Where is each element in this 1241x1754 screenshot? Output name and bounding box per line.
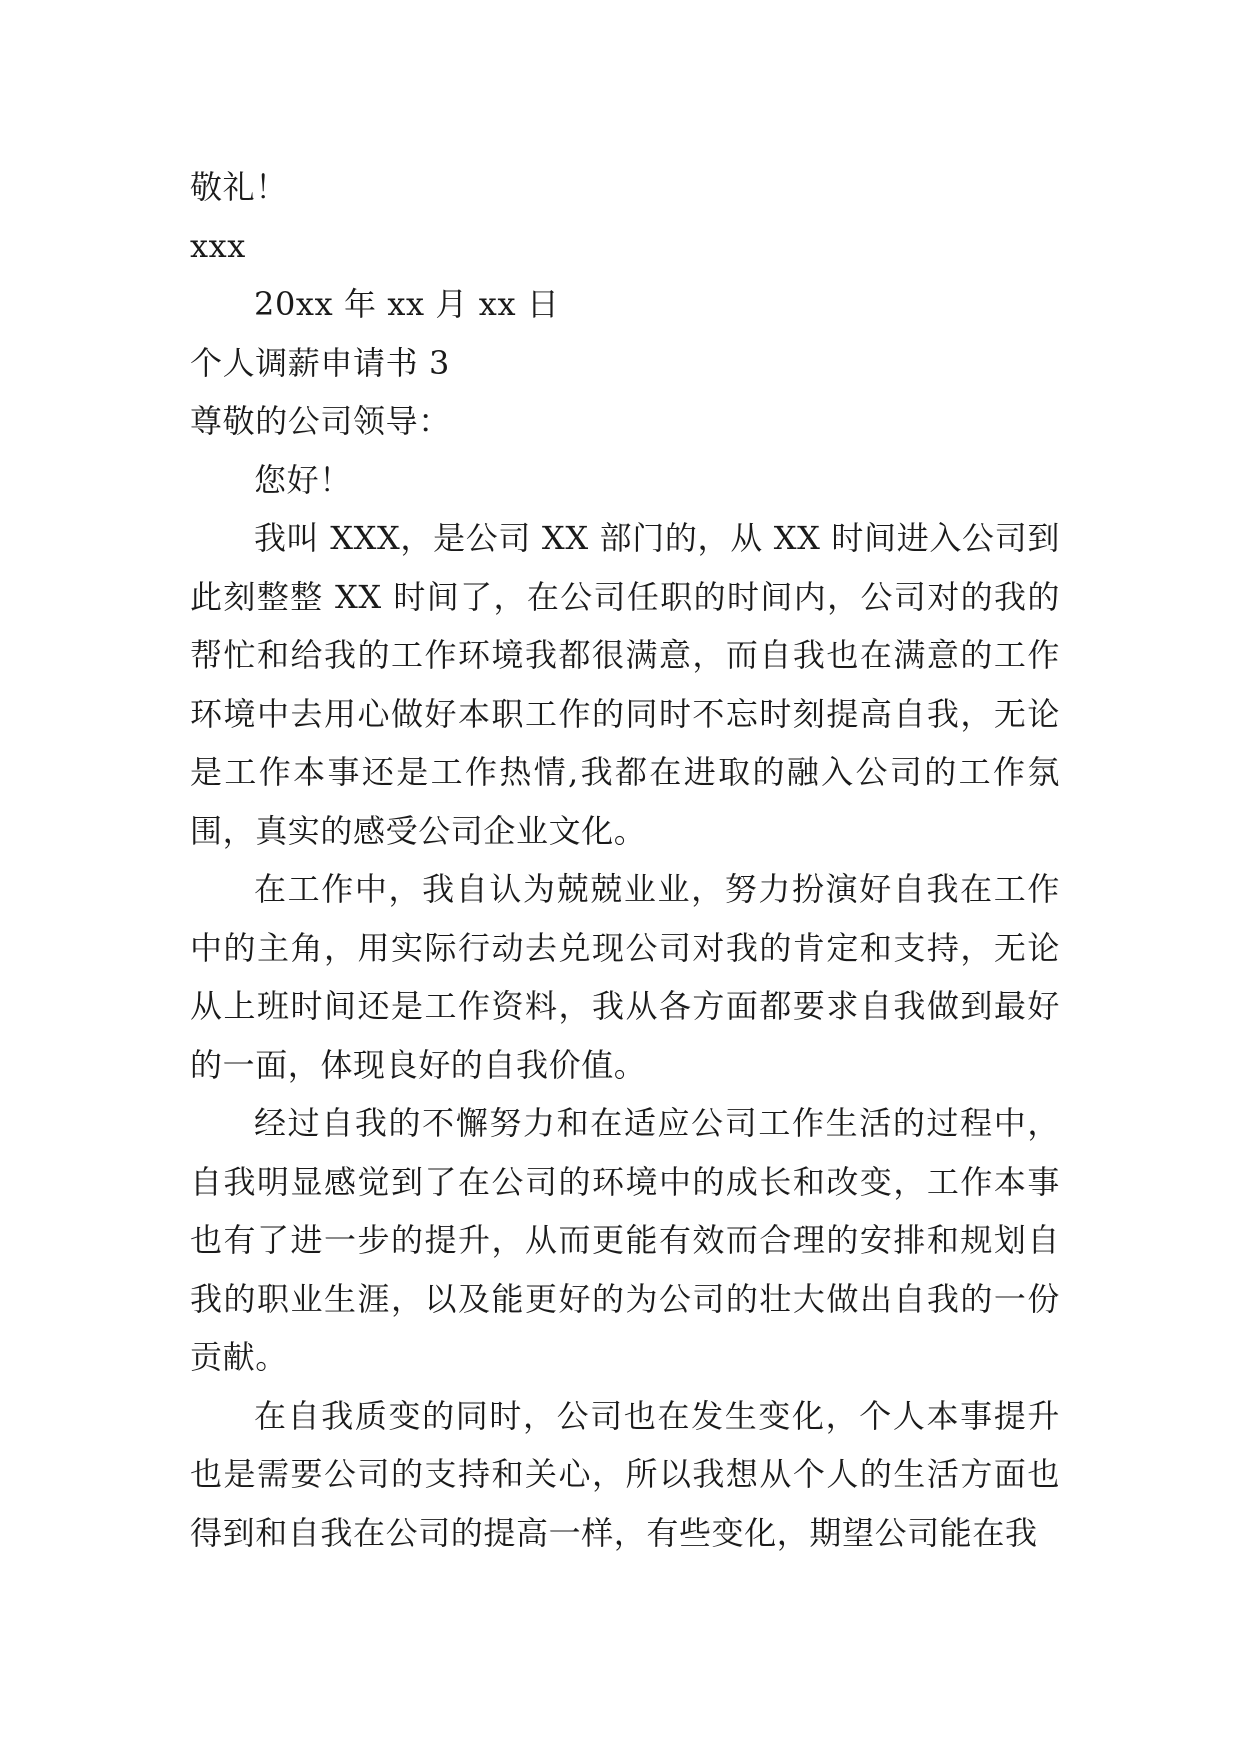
body-paragraph-2: 在工作中，我自认为兢兢业业，努力扮演好自我在工作中的主角，用实际行动去兑现公司对我的肯定和支持，无论从上班时间还是工作资料，我从各方面都要求自我做到最好的一面，体现良好的自我价值。 <box>190 870 1060 1084</box>
document-title: 个人调薪申请书 3 <box>190 343 450 382</box>
signature-line: xxx <box>190 226 246 265</box>
salutation-line: 尊敬的公司领导： <box>190 402 451 440</box>
date-line: 20xx 年 xx 月 xx 日 <box>254 285 560 323</box>
greeting-line: 您好！ <box>254 460 352 499</box>
body-paragraph-1: 我叫 XXX，是公司 XX 部门的，从 XX 时间进入公司到此刻整整 XX 时间了，在公司任职的时间内，公司对的我的帮忙和给我的工作环境我都很满意，而自我也在满意的工作环境中去用心做好本职工作的同时不忘时刻提高自我，无论是工作本事还是工作热情,我都在进取的融入公司的工作氛围，真实的感受公司企业文化。 <box>190 519 1060 850</box>
document-body <box>190 158 1060 1562</box>
body-paragraph-3: 经过自我的不懈努力和在适应公司工作生活的过程中，自我明显感觉到了在公司的环境中的成长和改变，工作本事也有了进一步的提升，从而更能有效而合理的安排和规划自我的职业生涯，以及能更好的为公司的壮大做出自我的一份贡献。 <box>190 1104 1060 1376</box>
body-paragraph-4: 在自我质变的同时，公司也在发生变化，个人本事提升也是需要公司的支持和关心，所以我想从个人的生活方面也得到和自我在公司的提高一样，有些变化，期望公司能在我 <box>190 1396 1060 1552</box>
closing-line: 敬礼！ <box>190 168 288 206</box>
